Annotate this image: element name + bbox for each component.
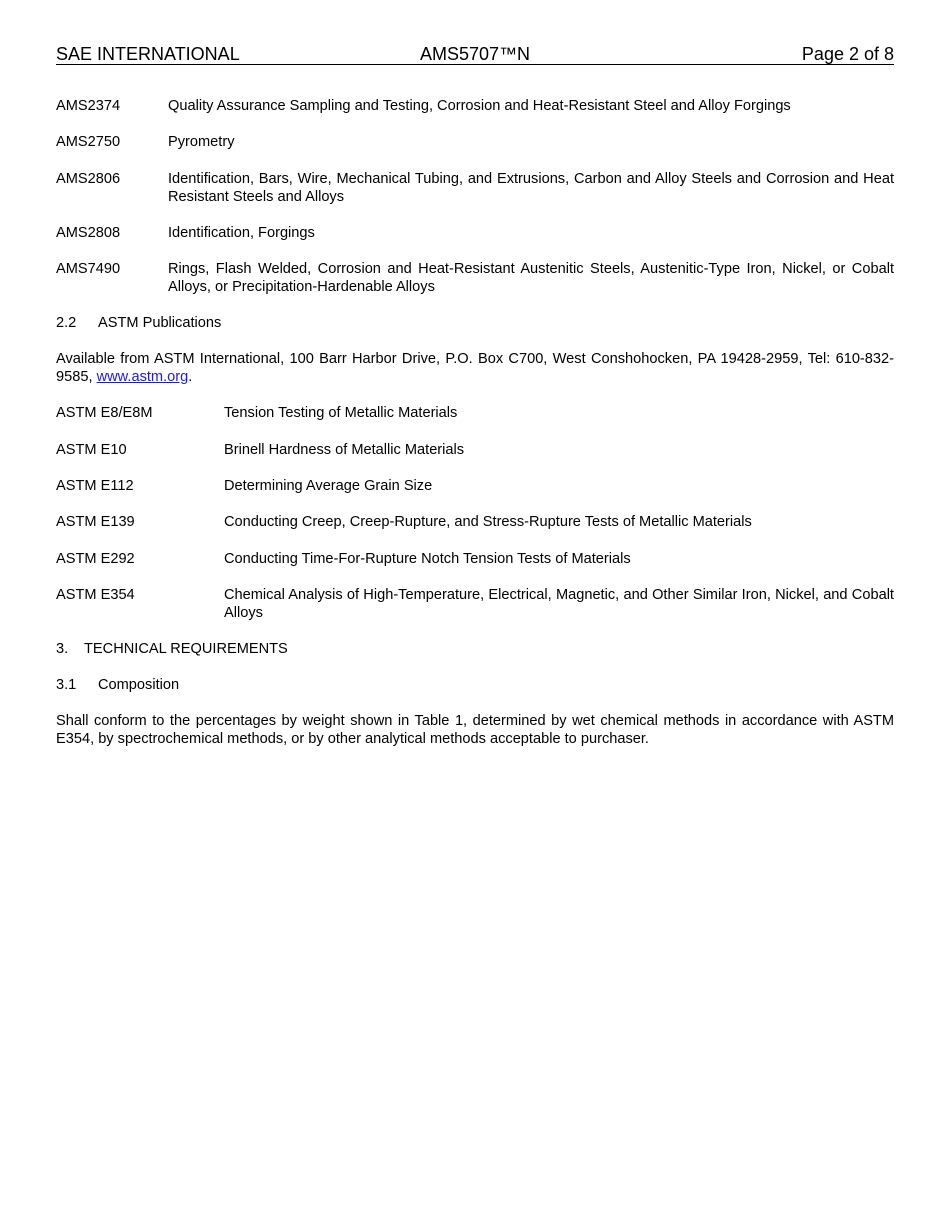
reference-title: Quality Assurance Sampling and Testing, Corrosion and Heat-Resistant Steel and Alloy Forgings — [168, 98, 791, 114]
reference-title: Conducting Creep, Creep-Rupture, and Stress-Rupture Tests of Metallic Materials — [224, 514, 752, 530]
reference-title: Identification, Forgings — [168, 225, 315, 241]
reference-entry — [56, 550, 894, 568]
reference-entry — [56, 441, 894, 459]
reference-entry — [56, 260, 894, 296]
section-title: ASTM Publications — [98, 315, 222, 331]
reference-entry — [56, 224, 894, 242]
reference-entry — [56, 477, 894, 495]
reference-code: ASTM E10 — [56, 442, 127, 458]
reference-title: Chemical Analysis of High-Temperature, Electrical, Magnetic, and Other Similar Iron, Nickel, and Cobalt Alloys — [224, 587, 894, 621]
section-heading-3 — [56, 640, 894, 658]
reference-code: AMS2750 — [56, 134, 121, 150]
reference-entry — [56, 133, 894, 151]
section-title: Composition — [98, 677, 180, 693]
reference-code: ASTM E8/E8M — [56, 405, 153, 421]
reference-title: Conducting Time-For-Rupture Notch Tension Tests of Materials — [224, 551, 631, 567]
header-document-id: AMS5707™N — [419, 44, 531, 64]
page-header — [56, 44, 894, 65]
section-heading-2-2 — [56, 314, 894, 332]
reference-entry — [56, 170, 894, 206]
reference-code: ASTM E292 — [56, 551, 135, 567]
reference-code: ASTM E139 — [56, 514, 135, 530]
reference-entry — [56, 513, 894, 531]
reference-code: AMS2806 — [56, 171, 121, 187]
section-number: 3.1 — [56, 677, 77, 693]
availability-trailing: . — [188, 369, 193, 385]
reference-title: Pyrometry — [168, 134, 235, 150]
reference-code: AMS2808 — [56, 225, 121, 241]
reference-title: Rings, Flash Welded, Corrosion and Heat-Resistant Austenitic Steels, Austenitic-Type Iron, Nickel, or Cobalt Alloys, or Precipitation-Hardenable Alloys — [168, 261, 894, 295]
availability-text: Available from ASTM International, 100 Barr Harbor Drive, P.O. Box C700, West Conshohocken, PA 19428-2959, Tel: 610-832-9585, — [56, 351, 894, 385]
reference-entry — [56, 404, 894, 422]
reference-entry — [56, 586, 894, 622]
reference-title: Brinell Hardness of Metallic Materials — [224, 442, 465, 458]
section-number: 2.2 — [56, 315, 77, 331]
reference-code: ASTM E354 — [56, 587, 135, 603]
reference-entry — [56, 97, 894, 115]
reference-title: Determining Average Grain Size — [224, 478, 433, 494]
composition-paragraph: Shall conform to the percentages by weight shown in Table 1, determined by wet chemical methods in accordance with ASTM E354, by spectrochemical methods, or by other analytical methods acceptable to purchaser. — [56, 713, 894, 747]
reference-code: AMS7490 — [56, 261, 121, 277]
reference-title: Tension Testing of Metallic Materials — [224, 405, 458, 421]
reference-code: ASTM E112 — [56, 478, 134, 494]
header-organization: SAE INTERNATIONAL — [56, 44, 240, 64]
section-number: 3. — [56, 641, 69, 657]
section-heading-3-1 — [56, 676, 894, 694]
astm-website-link[interactable]: www.astm.org — [96, 369, 189, 385]
reference-code: AMS2374 — [56, 98, 121, 114]
header-page-number: Page 2 of 8 — [801, 44, 894, 64]
reference-title: Identification, Bars, Wire, Mechanical Tubing, and Extrusions, Carbon and Alloy Steels and Corrosion and Heat Resistant Steels and Alloys — [168, 171, 894, 205]
astm-availability-paragraph — [56, 350, 894, 386]
section-title: TECHNICAL REQUIREMENTS — [84, 641, 288, 657]
